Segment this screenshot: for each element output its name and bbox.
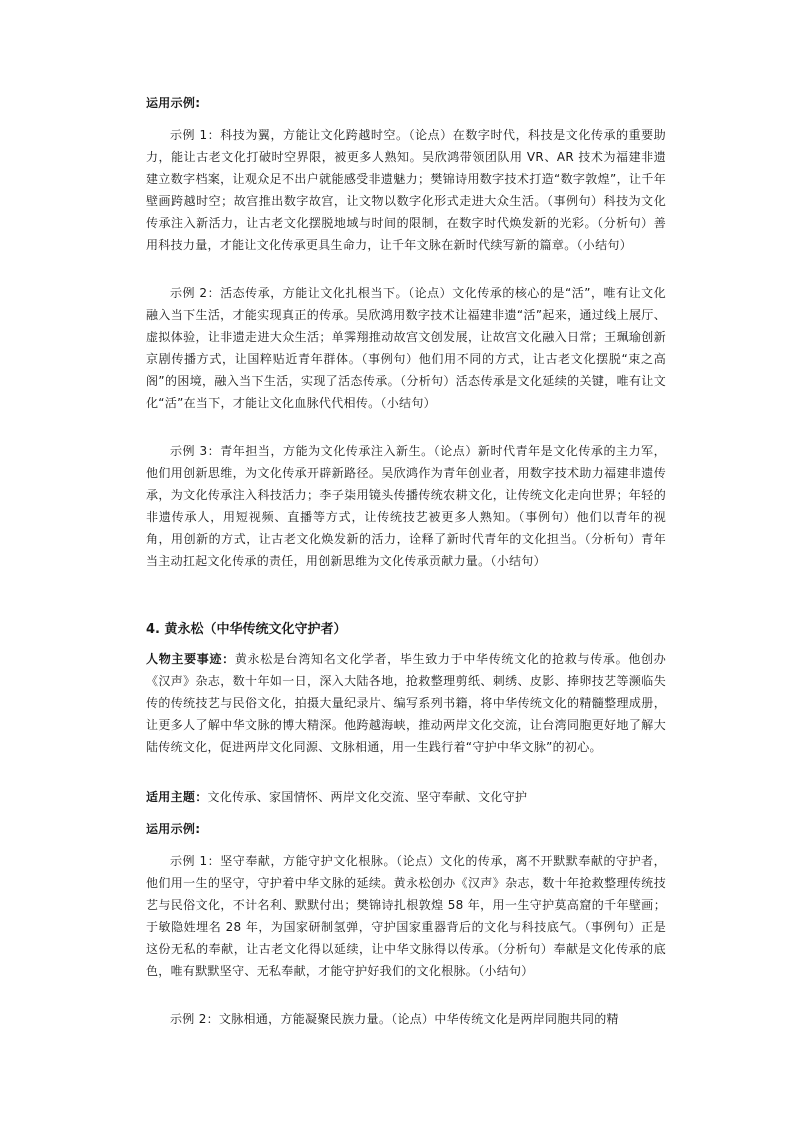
section-heading: 4. 黄永松（中华传统文化守护者）: [146, 622, 347, 637]
deeds-paragraph: [146, 648, 666, 758]
example-paragraph: 示例 2：活态传承，方能让文化扎根当下。（论点）文化传承的核心的是“活”，唯有让文化融入当下生活，才能实现真正的传承。吴欣鸿用数字技术让福建非遗“活”起来，通过线上展厅、虚拟体验，让非遗走进大众生活；单霁翔推动故宫文创发展，让故宫文化融入日常；王珮瑜创新京剧传播方式，让国粹贴近青年群体。（事例句）他们用不同的方式，让古老文化摆脱“束之高阁”的困境，融入当下生活，实现了活态传承。（分析句）活态传承是文化延续的关键，唯有让文化“活”在当下，才能让文化血脉代代相传。（小结句）: [146, 286, 666, 410]
theme-text: 文化传承、家国情怀、两岸文化交流、坚守奉献、文化守护: [207, 790, 528, 804]
example-paragraph: 示例 1：科技为翼，方能让文化跨越时空。（论点）在数字时代，科技是文化传承的重要助力，能让古老文化打破时空界限，被更多人熟知。吴欣鸿带领团队用 VR、AR 技术为福建非遗建立数字档案，让观众足不出户就能感受非遗魅力；樊锦诗用数字技术打造“数字敦煌”，让千年壁画跨越时空；故宫推出数字故宫，让文物以数字化形式走进大众生活。（事例句）科技为文化传承注入新活力，让古老文化摆脱地域与时间的限制，在数字时代焕发新的光彩。（分析句）善用科技力量，才能让文化传承更具生命力，让千年文脉在新时代续写新的篇章。（小结句）: [146, 128, 666, 252]
deeds-text: 黄永松是台湾知名文化学者，毕生致力于中华传统文化的抢救与传承。他创办《汉声》杂志，数十年如一日，深入大陆各地，抢救整理剪纸、刺绣、皮影、捧卵技艺等濒临失传的传统技艺与民俗文化，拍摄大量纪录片、编写系列书籍，将中华传统文化的精髓整理成册，让更多人了解中华文脉的博大精深。他跨越海峡，推动两岸文化交流，让台湾同胞更好地了解大陆传统文化，促进两岸文化同源、文脉相通，用一生践行着“守护中华文脉”的初心。: [146, 652, 667, 754]
theme-label: 适用主题：: [146, 790, 208, 804]
example-paragraph: 示例 1：坚守奉献，方能守护文化根脉。（论点）文化的传承，离不开默默奉献的守护者，他们用一生的坚守，守护着中华文脉的延续。黄永松创办《汉声》杂志，数十年抢救整理传统技艺与民俗文化，不计名利、默默付出；樊锦诗扎根敦煌 58 年，用一生守护莫高窟的千年壁画；于敏隐姓埋名 28 年，为国家研制氢弹，守护国家重器背后的文化与科技底气。（事例句）正是这份无私的奉献，让古老文化得以延续，让中华文脉得以传承。（分析句）奉献是文化传承的底色，唯有默默坚守、无私奉献，才能守护好我们的文化根脉。（小结句）: [146, 854, 666, 978]
usage-label-huang: 运用示例:: [146, 822, 201, 836]
theme-paragraph: [146, 786, 666, 808]
example-paragraph: 示例 3：青年担当，方能为文化传承注入新生。（论点）新时代青年是文化传承的主力军，他们用创新思维，为文化传承开辟新路径。吴欣鸿作为青年创业者，用数字技术助力福建非遗传承，为文化传承注入科技活力；李子柒用镜头传播传统农耕文化，让传统文化走向世界；年轻的非遗传承人，用短视频、直播等方式，让传统技艺被更多人熟知。（事例句）他们以青年的视角，用创新的方式，让古老文化焕发新的活力，诠释了新时代青年的文化担当。（分析句）青年当主动扛起文化传承的责任，用创新思维为文化传承贡献力量。（小结句）: [146, 444, 666, 568]
example-paragraph: 示例 2：文脉相通，方能凝聚民族力量。（论点）中华传统文化是两岸同胞共同的精: [170, 1012, 619, 1026]
usage-label-top: 运用示例:: [146, 96, 201, 110]
deeds-label: 人物主要事迹：: [146, 652, 235, 666]
